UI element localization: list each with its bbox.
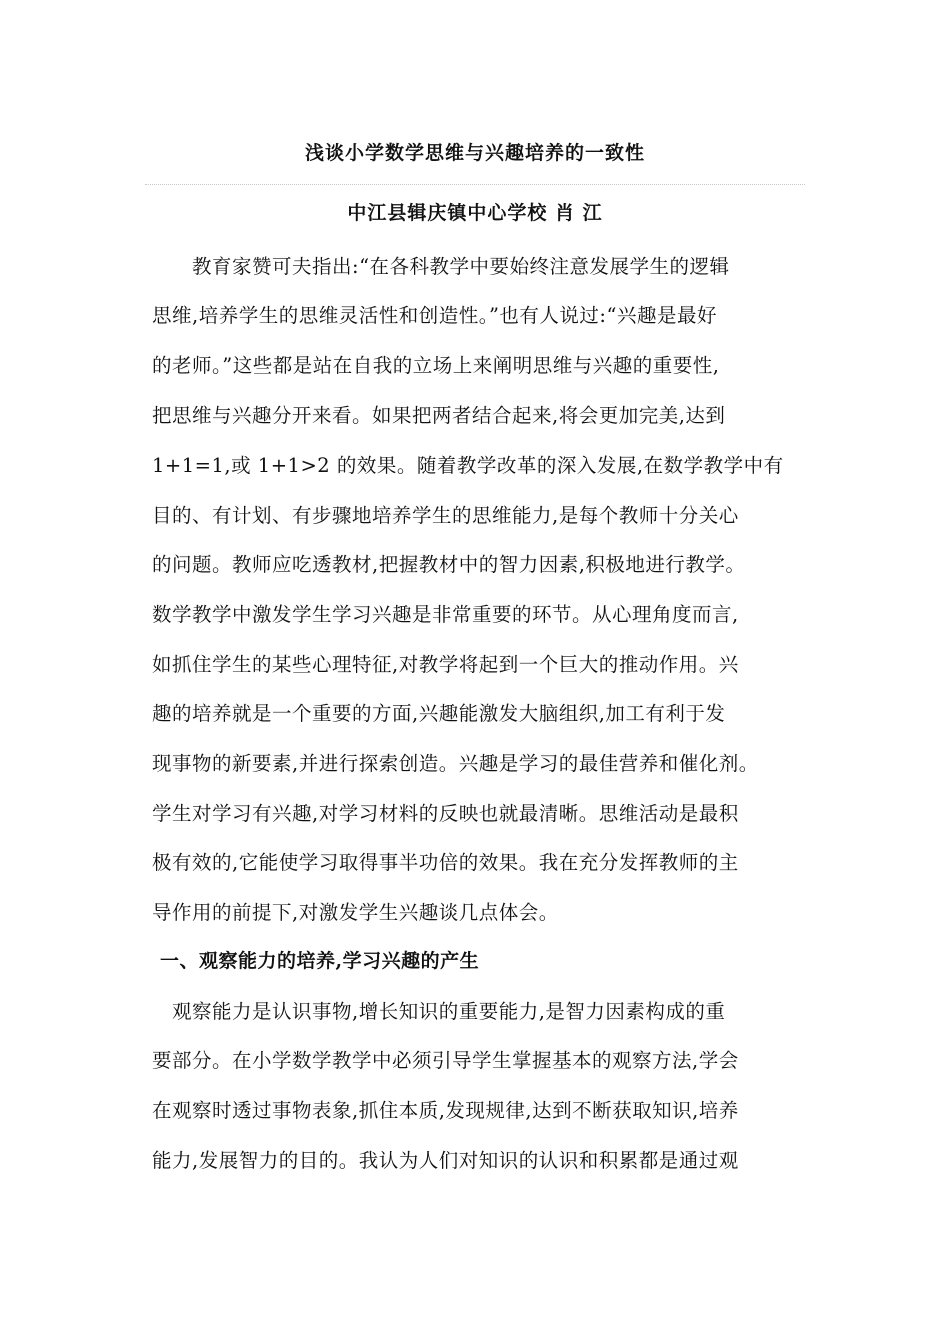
intro-line: 现事物的新要素,并进行探索创造。兴趣是学习的最佳营养和催化剂。 (152, 752, 759, 775)
intro-line: 极有效的,它能使学习取得事半功倍的效果。我在充分发挥教师的主 (152, 851, 739, 874)
intro-line: 目的、有计划、有步骤地培养学生的思维能力,是每个教师十分关心 (152, 504, 739, 527)
section-line: 观察能力是认识事物,增长知识的重要能力,是智力因素构成的重 (172, 1000, 726, 1023)
intro-line: 的问题。教师应吃透教材,把握教材中的智力因素,积极地进行教学。 (152, 553, 746, 576)
section-line: 能力,发展智力的目的。我认为人们对知识的认识和积累都是通过观 (152, 1149, 739, 1172)
intro-line: 思维,培养学生的思维灵活性和创造性。”也有人说过:“兴趣是最好 (152, 304, 717, 327)
intro-line: 数学教学中激发学生学习兴趣是非常重要的环节。从心理角度而言, (152, 603, 739, 626)
intro-line: 1+1=1,或 1+1>2 的效果。随着教学改革的深入发展,在数学教学中有 (152, 454, 784, 477)
intro-line: 如抓住学生的某些心理特征,对教学将起到一个巨大的推动作用。兴 (152, 653, 739, 676)
section-line: 在观察时透过事物表象,抓住本质,发现规律,达到不断获取知识,培养 (152, 1099, 739, 1122)
title-divider (145, 184, 805, 185)
intro-line: 导作用的前提下,对激发学生兴趣谈几点体会。 (152, 901, 559, 924)
author-line: 中江县辑庆镇中心学校 肖 江 (347, 202, 603, 224)
intro-line: 的老师。”这些都是站在自我的立场上来阐明思维与兴趣的重要性, (152, 354, 720, 377)
intro-line: 学生对学习有兴趣,对学习材料的反映也就最清晰。思维活动是最积 (152, 802, 739, 825)
intro-line: 把思维与兴趣分开来看。如果把两者结合起来,将会更加完美,达到 (152, 404, 726, 427)
intro-line: 教育家赞可夫指出:“在各科教学中要始终注意发展学生的逻辑 (172, 255, 730, 278)
document-title: 浅谈小学数学思维与兴趣培养的一致性 (304, 142, 645, 164)
section-heading: 一、观察能力的培养,学习兴趣的产生 (160, 950, 480, 972)
intro-line: 趣的培养就是一个重要的方面,兴趣能激发大脑组织,加工有利于发 (152, 702, 726, 725)
section-line: 要部分。在小学数学教学中必须引导学生掌握基本的观察方法,学会 (152, 1049, 739, 1072)
